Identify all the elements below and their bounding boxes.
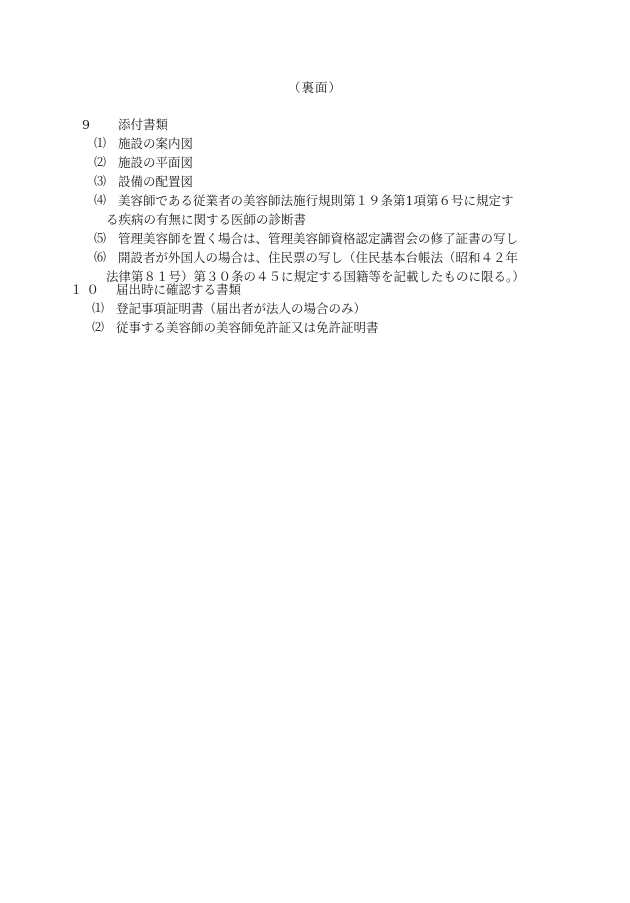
section-confirmation-documents bbox=[70, 280, 550, 337]
item-text: 設備の配置図 bbox=[118, 174, 194, 189]
section-title: 届出時に確認する書類 bbox=[116, 281, 242, 297]
item-number: ⑵ bbox=[94, 155, 107, 169]
item-number: ⑶ bbox=[94, 174, 107, 188]
item-number: ⑴ bbox=[92, 301, 105, 315]
section-heading bbox=[70, 280, 550, 299]
list-item bbox=[82, 229, 562, 248]
list-item bbox=[82, 134, 562, 153]
item-number: ⑴ bbox=[94, 136, 107, 150]
item-text: 従事する美容師の美容師免許証又は免許証明書 bbox=[116, 320, 379, 335]
section-number: １０ bbox=[70, 281, 104, 297]
list-item bbox=[82, 153, 562, 172]
list-item bbox=[82, 191, 562, 229]
item-text-continued: る疾病の有無に関する医師の診断書 bbox=[106, 212, 307, 227]
item-text: 美容師である従業者の美容師法施行規則第１９条第1項第６号に規定す bbox=[118, 193, 514, 208]
page-side-label: （裏面） bbox=[287, 80, 342, 95]
item-text: 施設の平面図 bbox=[118, 155, 194, 170]
section-attachments bbox=[82, 115, 562, 286]
item-number: ⑷ bbox=[94, 193, 107, 207]
section-heading bbox=[82, 115, 562, 134]
item-text: 開設者が外国人の場合は、住民票の写し（住民基本台帳法（昭和４２年 bbox=[118, 250, 519, 265]
list-item bbox=[70, 318, 550, 337]
section-title: 添付書類 bbox=[118, 116, 169, 132]
item-number: ⑹ bbox=[94, 250, 107, 264]
list-item bbox=[70, 299, 550, 318]
section-number: 9 bbox=[82, 116, 90, 132]
item-text: 管理美容師を置く場合は、管理美容師資格認定講習会の修了証書の写し bbox=[118, 231, 519, 246]
item-number: ⑵ bbox=[92, 320, 105, 334]
item-number: ⑸ bbox=[94, 231, 107, 245]
list-item bbox=[82, 172, 562, 191]
item-text-continued: 法律第８１号）第３０条の４５に規定する国籍等を記載したものに限る。） bbox=[106, 269, 525, 284]
item-text: 施設の案内図 bbox=[118, 136, 194, 151]
item-text: 登記事項証明書（届出者が法人の場合のみ） bbox=[116, 301, 367, 316]
